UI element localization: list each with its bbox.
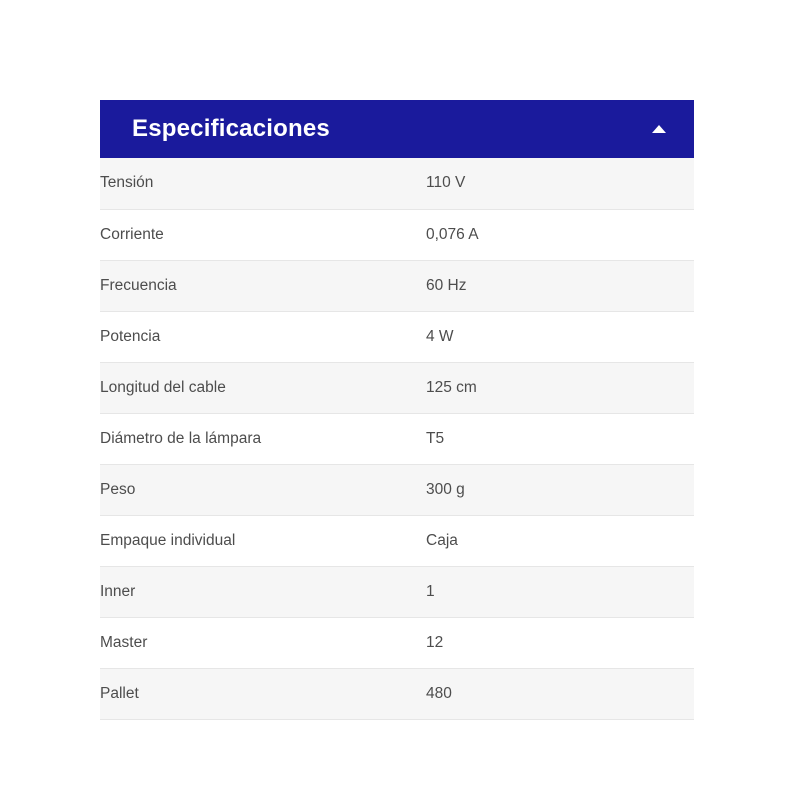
specifications-table <box>100 158 694 720</box>
spec-label: Inner <box>100 566 426 617</box>
spec-value: T5 <box>426 413 694 464</box>
spec-value: Caja <box>426 515 694 566</box>
spec-value: 300 g <box>426 464 694 515</box>
specifications-panel <box>100 100 694 720</box>
spec-value: 125 cm <box>426 362 694 413</box>
table-row <box>100 617 694 668</box>
table-row <box>100 413 694 464</box>
table-row <box>100 311 694 362</box>
panel-title: Especificaciones <box>132 115 330 142</box>
spec-label: Diámetro de la lámpara <box>100 413 426 464</box>
table-row <box>100 566 694 617</box>
specifications-table-body <box>100 158 694 719</box>
spec-value: 12 <box>426 617 694 668</box>
spec-value: 110 V <box>426 158 694 209</box>
spec-label: Longitud del cable <box>100 362 426 413</box>
spec-label: Pallet <box>100 668 426 719</box>
spec-label: Corriente <box>100 209 426 260</box>
spec-value: 4 W <box>426 311 694 362</box>
table-row <box>100 158 694 209</box>
spec-value: 0,076 A <box>426 209 694 260</box>
spec-value: 480 <box>426 668 694 719</box>
spec-label: Empaque individual <box>100 515 426 566</box>
table-row <box>100 668 694 719</box>
spec-label: Peso <box>100 464 426 515</box>
spec-label: Tensión <box>100 158 426 209</box>
spec-label: Master <box>100 617 426 668</box>
specifications-header[interactable] <box>100 100 694 158</box>
spec-value: 60 Hz <box>426 260 694 311</box>
spec-label: Potencia <box>100 311 426 362</box>
spec-value: 1 <box>426 566 694 617</box>
table-row <box>100 209 694 260</box>
spec-label: Frecuencia <box>100 260 426 311</box>
table-row <box>100 362 694 413</box>
table-row <box>100 515 694 566</box>
table-row <box>100 464 694 515</box>
chevron-up-icon[interactable] <box>652 125 666 133</box>
table-row <box>100 260 694 311</box>
